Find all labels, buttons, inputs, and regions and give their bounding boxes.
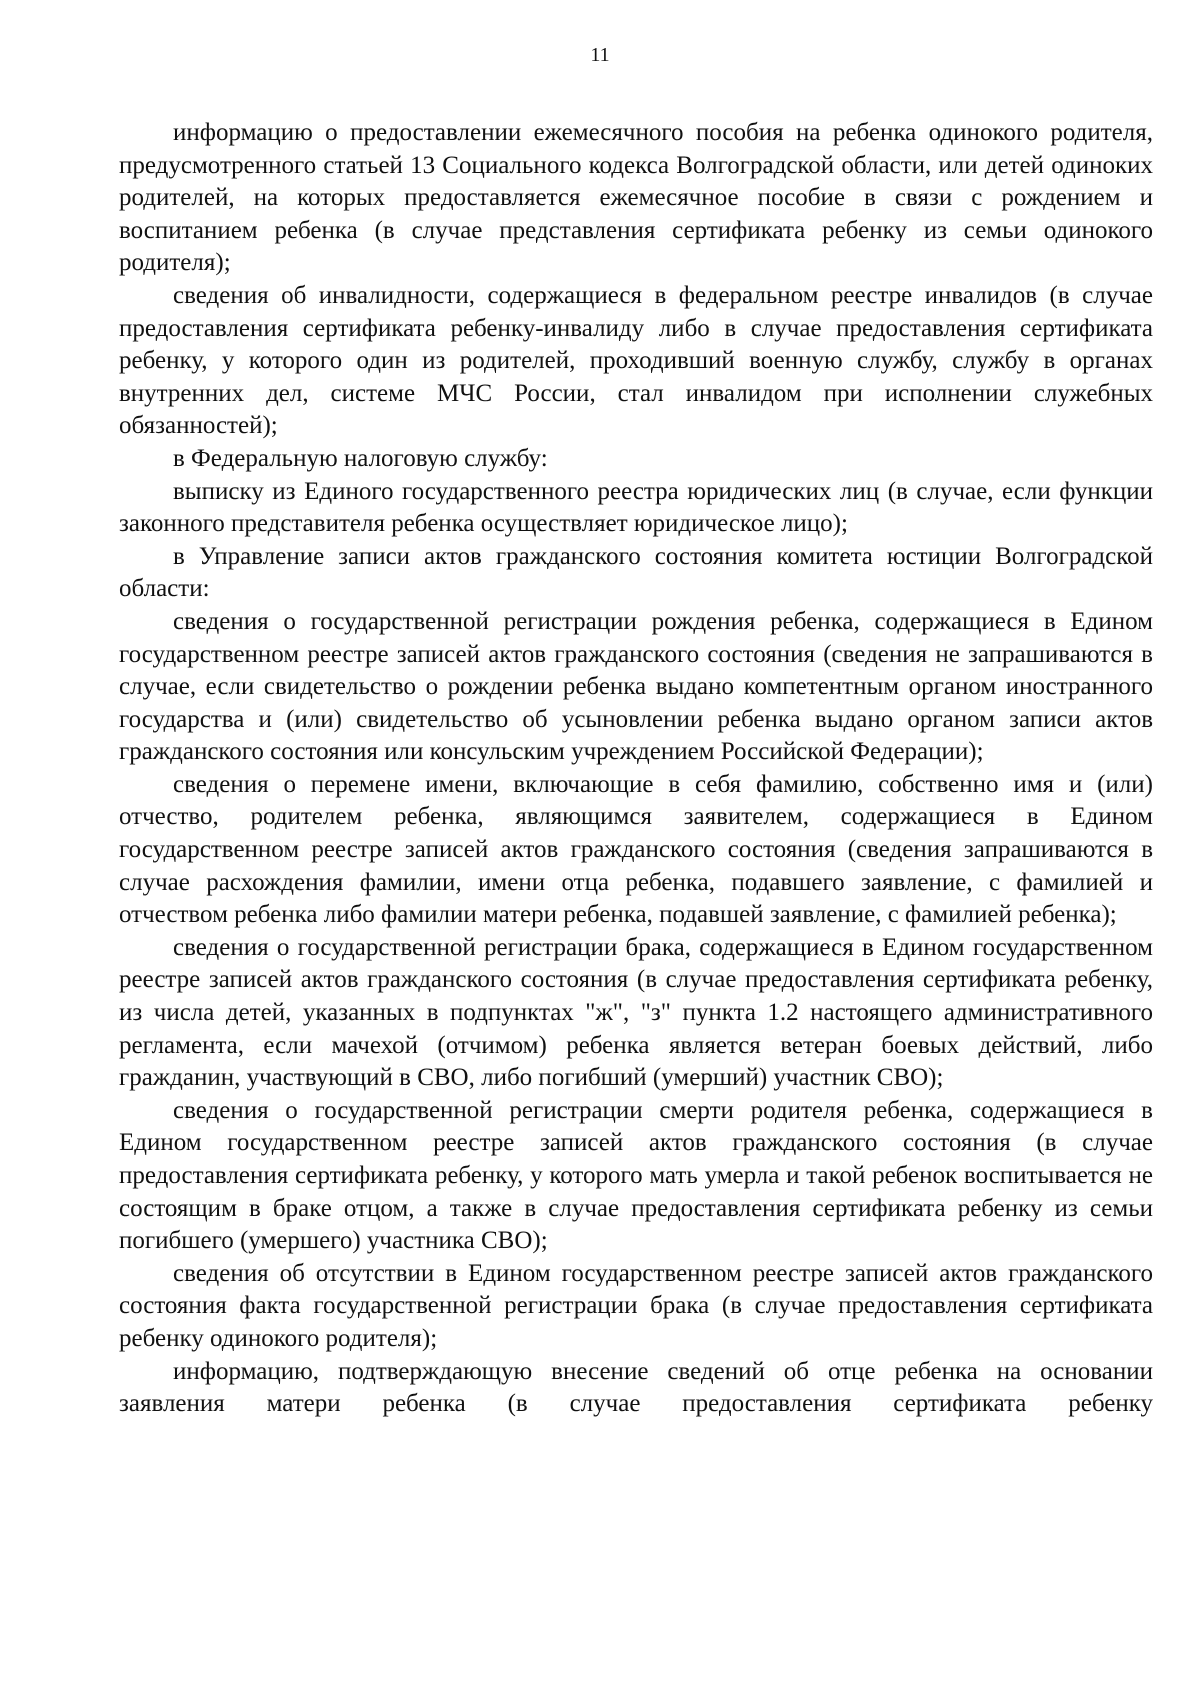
- paragraph-egrul-extract: выписку из Единого государственного реестра юридических лиц (в случае, если функции законного представителя ребенка осуществляет юридическое лицо);: [119, 477, 1153, 538]
- page-number: 11: [590, 44, 610, 66]
- document-body: [119, 117, 1153, 1421]
- paragraph-death-registration: сведения о государственной регистрации смерти родителя ребенка, содержащиеся в Едином государственном реестре записей актов гражданского состояния (в случае предоставления сертификата ребенку, у которого мать умерла и такой ребенок воспитывается не состоящим в браке отцом, а также в случае предоставления сертификата ребенку из семьи погибшего (умершего) участника СВО);: [119, 1096, 1153, 1255]
- paragraph-zags-office: в Управление записи актов гражданского состояния комитета юстиции Волгоградской области:: [119, 542, 1153, 603]
- paragraph-birth-registration: сведения о государственной регистрации рождения ребенка, содержащиеся в Едином государственном реестре записей актов гражданского состояния (сведения не запрашиваются в случае, если свидетельство о рождении ребенка выдано компетентным органом иностранного государства и (или) свидетельство об усыновлении ребенка выдано органом записи актов гражданского состояния или консульским учреждением Российской Федерации);: [119, 607, 1153, 766]
- paragraph-disability-info: сведения об инвалидности, содержащиеся в федеральном реестре инвалидов (в случае предоставления сертификата ребенку-инвалиду либо в случае предоставления сертификата ребенку, у которого один из родителей, проходивший военную службу, службу в органах внутренних дел, системе МЧС России, стал инвалидом при исполнении служебных обязанностей);: [119, 281, 1153, 440]
- paragraph-marriage-registration: сведения о государственной регистрации брака, содержащиеся в Едином государственном реестре записей актов гражданского состояния (в случае предоставления сертификата ребенку, из числа детей, указанных в подпунктах "ж", "з" пункта 1.2 настоящего административного регламента, если мачехой (отчимом) ребенка является ветеран боевых действий, либо гражданин, участвующий в СВО, либо погибший (умерший) участник СВО);: [119, 933, 1153, 1092]
- paragraph-single-parent-benefit: информацию о предоставлении ежемесячного пособия на ребенка одинокого родителя, предусмотренного статьей 13 Социального кодекса Волгоградской области, или детей одиноких родителей, на которых предоставляется ежемесячное пособие в связи с рождением и воспитанием ребенка (в случае представления сертификата ребенку из семьи одинокого родителя);: [119, 119, 1153, 277]
- paragraph-tax-service: в Федеральную налоговую службу:: [173, 444, 548, 472]
- paragraph-name-change: сведения о перемене имени, включающие в себя фамилию, собственно имя и (или) отчество, родителем ребенка, являющимся заявителем, содержащиеся в Едином государственном реестре записей актов гражданского состояния (сведения запрашиваются в случае расхождения фамилии, имени отца ребенка, подавшего заявление, с фамилией и отчеством ребенка либо фамилии матери ребенка, подавшей заявление, с фамилией ребенка);: [119, 770, 1153, 929]
- paragraph-no-marriage-record: сведения об отсутствии в Едином государственном реестре записей актов гражданского состояния факта государственной регистрации брака (в случае предоставления сертификата ребенку одинокого родителя);: [119, 1259, 1153, 1352]
- paragraph-father-info: информацию, подтверждающую внесение сведений об отце ребенка на основании заявления матери ребенка (в случае предоставления сертификата ребенку: [119, 1357, 1153, 1418]
